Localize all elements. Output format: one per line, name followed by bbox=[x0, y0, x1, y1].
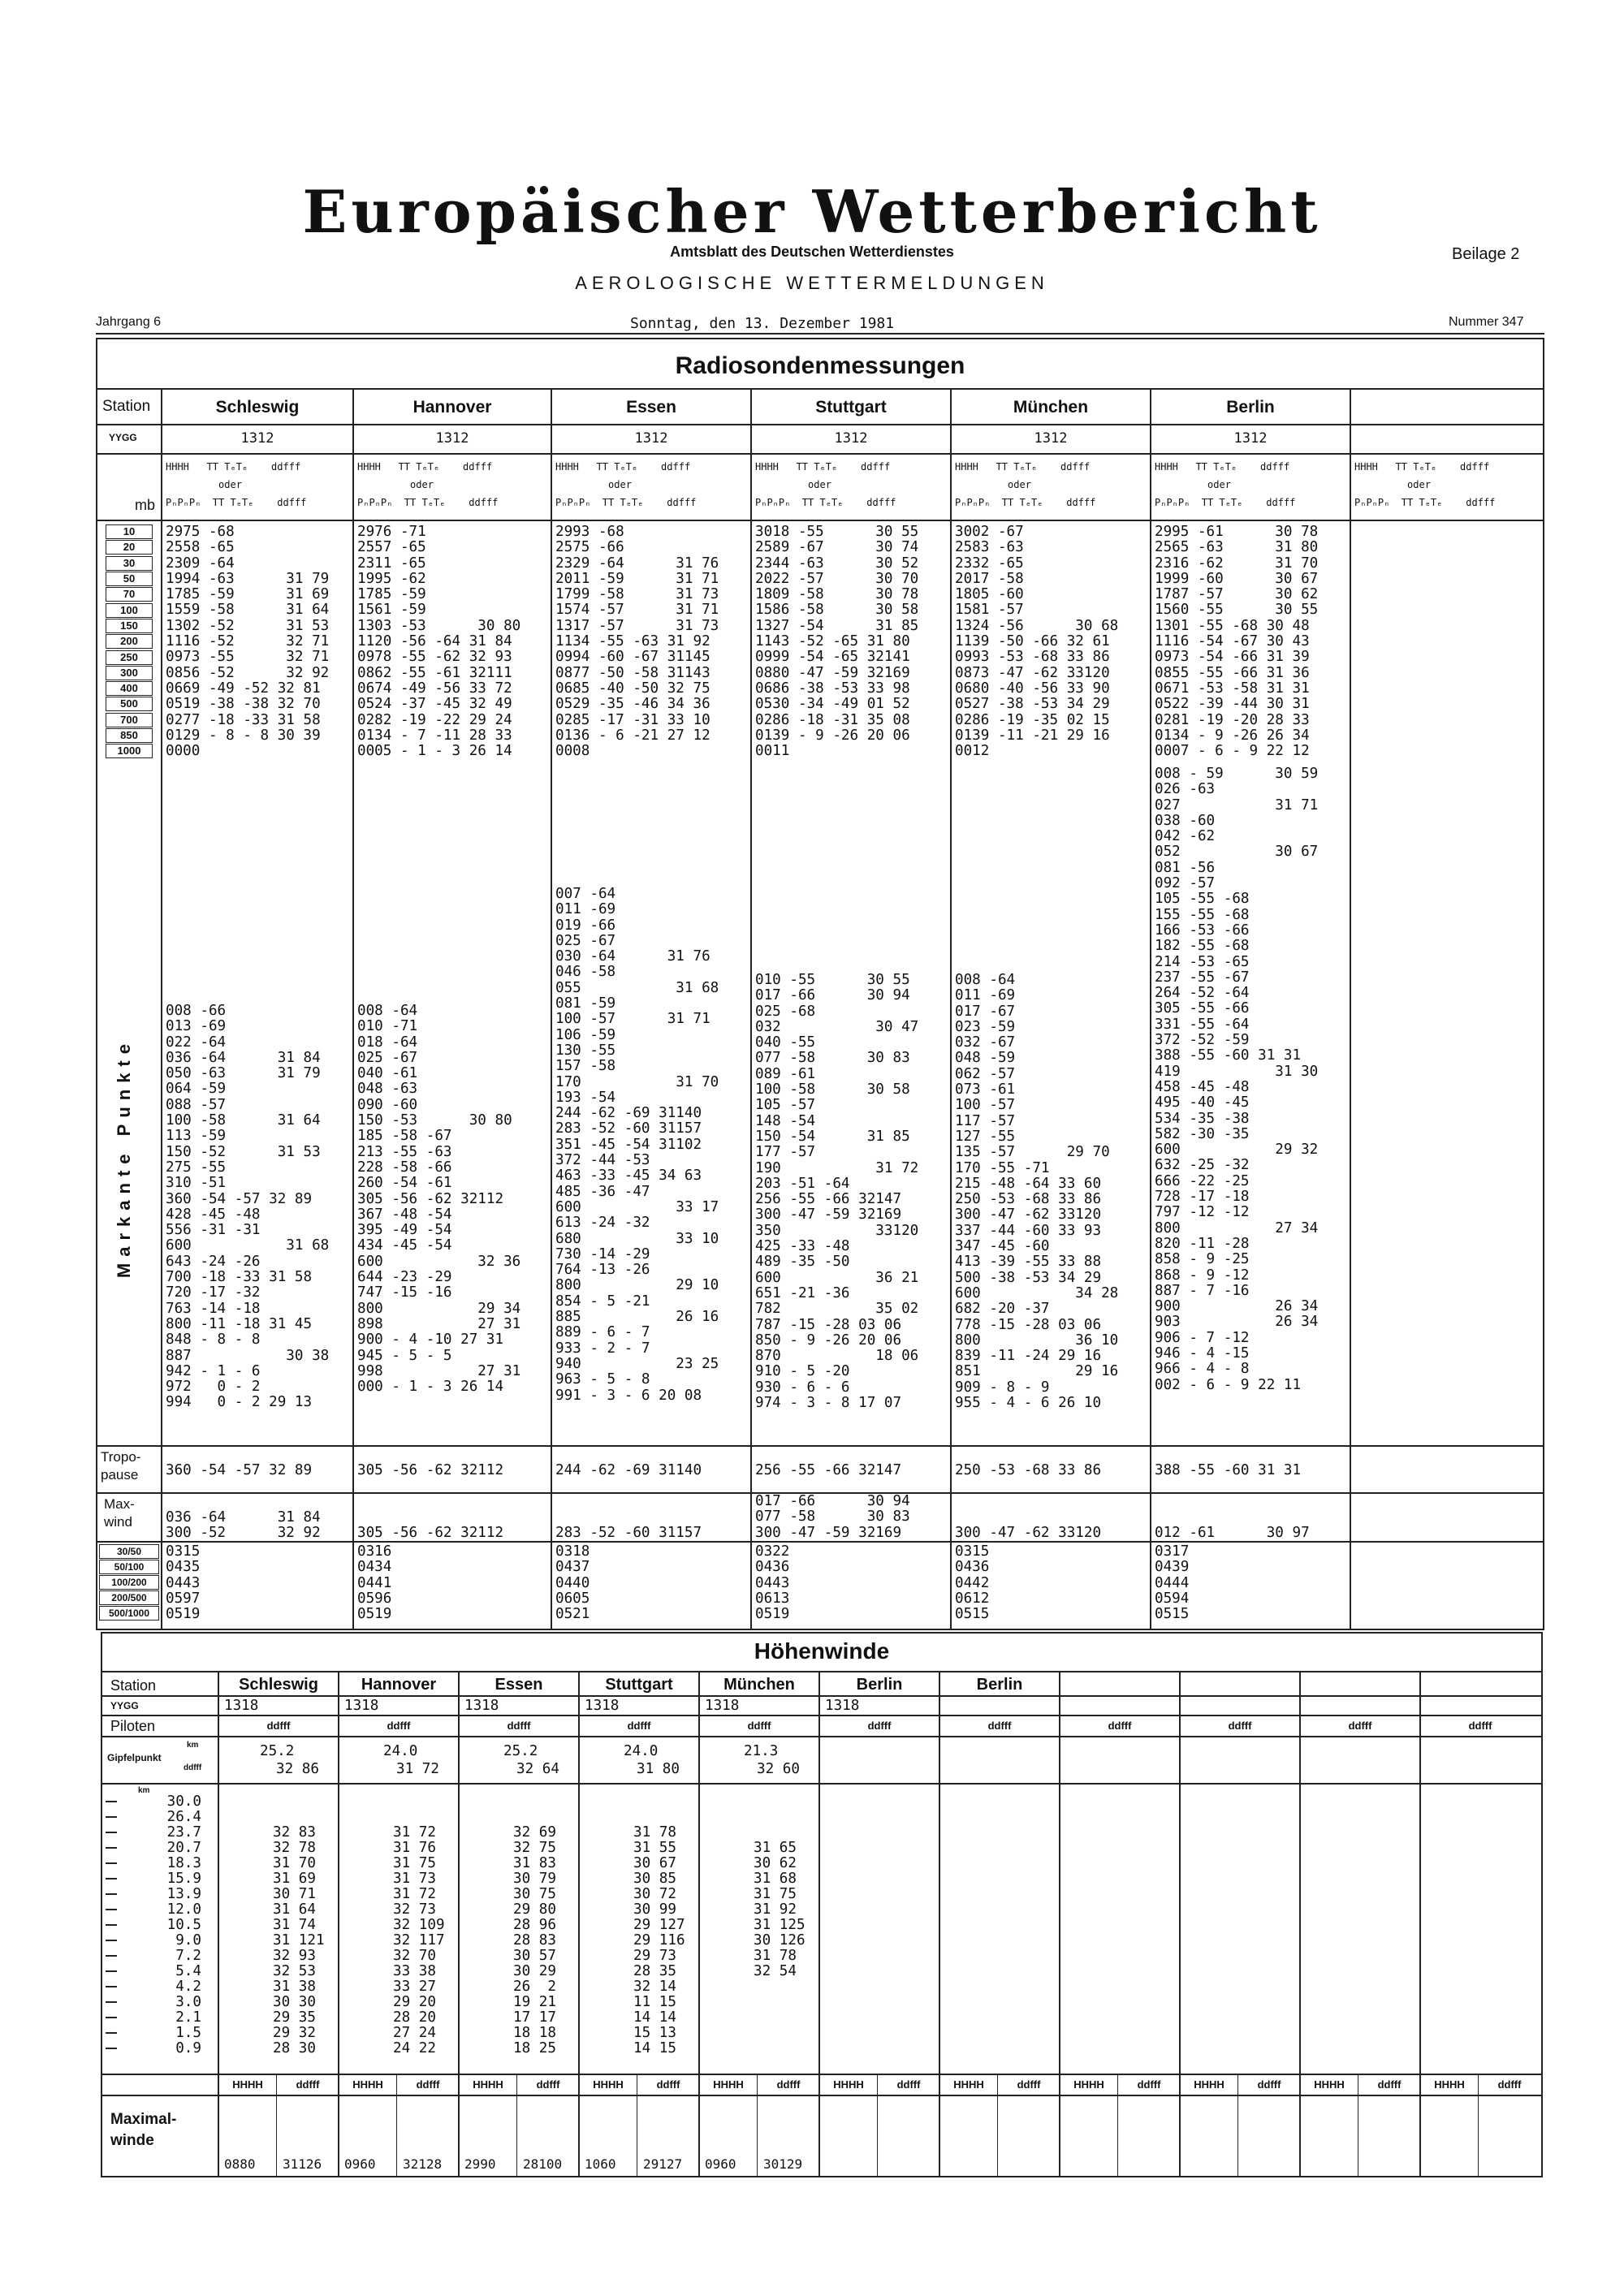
ddfff-header: ddfff bbox=[1108, 1720, 1132, 1732]
radiosonden-title: Radiosondenmessungen bbox=[675, 352, 965, 379]
tropopause-schleswig: 360 -54 -57 32 89 bbox=[166, 1462, 313, 1478]
ddfff-header: ddfff bbox=[987, 1720, 1012, 1732]
header-pn: PₙPₙPₙ TT TₑTₑ ddfff bbox=[555, 497, 697, 508]
column-header bbox=[955, 458, 1095, 511]
rule bbox=[102, 1736, 1541, 1737]
thickness-value: 0613 bbox=[755, 1590, 790, 1607]
maxwinde-hhhh: 0880 bbox=[224, 2156, 256, 2172]
hoehenwinde-table bbox=[101, 1632, 1543, 2177]
hw-station-berlin: Berlin bbox=[856, 1676, 903, 1694]
mandatory-levels-hannover: 2976 -71 2557 -65 2311 -65 1995 -62 1785 -59 1561 -59 1303 -53 30 80 1120 -56 -64 31 84 0978 -55 -62 32 93 0862 -55 -61 32111 0674 -49 -56 33 72 0524 -37 -45 32 49 0282 -19 -22 29 24 0134 - 7 -11 28 33 0005 - 1 - 3 26 14 bbox=[357, 524, 521, 760]
thickness-value: 0316 bbox=[357, 1543, 392, 1560]
height: 0.9 bbox=[175, 2040, 201, 2056]
radiosonden-table bbox=[96, 338, 1544, 1630]
thickness-value: 0442 bbox=[955, 1574, 990, 1591]
yygg-label: YYGG bbox=[109, 432, 137, 443]
thickness-value: 0519 bbox=[166, 1606, 201, 1623]
thickness-value: 0441 bbox=[357, 1574, 392, 1591]
mandatory-levels-muenchen: 3002 -67 2583 -63 2332 -65 2017 -58 1805 -60 1581 -57 1324 -56 30 68 1139 -50 -66 32 61 0993 -53 -68 33 86 0873 -47 -62 33120 0680 -40 -56 33 90 0527 -38 -53 34 29 0286 -19 -35 02 15 0139 -11 -21 29 16 0012 bbox=[955, 524, 1119, 760]
thickness-value: 0317 bbox=[1155, 1543, 1190, 1560]
rule bbox=[161, 388, 162, 1630]
hoehenwinde-title: Höhenwinde bbox=[754, 1638, 890, 1664]
rule bbox=[1478, 2074, 1479, 2177]
rule bbox=[1237, 2074, 1238, 2177]
thickness-value: 0440 bbox=[555, 1574, 590, 1591]
winds-muenchen: 31 65 30 62 31 68 31 75 31 92 31 125 30 126 31 78 32 54 bbox=[754, 1840, 806, 1979]
hhhh-header: HHHH bbox=[352, 2078, 383, 2091]
rule bbox=[757, 2074, 758, 2177]
station-stuttgart: Stuttgart bbox=[815, 398, 887, 416]
rule bbox=[950, 388, 952, 1630]
column-header bbox=[1155, 458, 1295, 511]
thickness-value: 0315 bbox=[166, 1543, 201, 1560]
gipfel-km: 24.0 bbox=[383, 1743, 418, 1759]
rule bbox=[877, 2074, 878, 2177]
thickness-value: 0612 bbox=[955, 1590, 990, 1607]
thickness-hannover bbox=[357, 1544, 391, 1622]
gipfel-km: 21.3 bbox=[744, 1743, 779, 1759]
ddfff-header: ddfff bbox=[656, 2078, 680, 2091]
tropopause-muenchen: 250 -53 -68 33 86 bbox=[955, 1462, 1102, 1478]
maxwinde-hhhh: 0960 bbox=[344, 2156, 376, 2172]
rule bbox=[396, 2074, 397, 2177]
maxwind-berlin: 012 -61 30 97 bbox=[1155, 1525, 1310, 1542]
yygg-value: 1312 bbox=[435, 430, 469, 447]
rule bbox=[698, 1671, 700, 2177]
ddfff-header: ddfff bbox=[867, 1720, 892, 1732]
maxwinde-ddfff: 30129 bbox=[763, 2156, 803, 2172]
height-tick bbox=[106, 1878, 117, 1880]
height: 10.5 bbox=[166, 1917, 201, 1933]
gipfel-ddfff: 32 60 bbox=[757, 1761, 800, 1777]
thickness-value: 0594 bbox=[1155, 1590, 1190, 1607]
height: 7.2 bbox=[175, 1948, 201, 1964]
markante-hannover: 008 -64 010 -71 018 -64 025 -67 040 -61 048 -63 090 -60 150 -53 30 80 185 -58 -67 213 -55 -63 228 -58 -66 260 -54 -61 305 -56 -62 32112 367 -48 -54 395 -49 -54 434 -45 -54 600 32 36 644 -23 -29 747 -15 -16 800 29 34 898 27 31 900 - 4 -10 27 31 945 - 5 - 5 998 27 31 000 - 1 - 3 26 14 bbox=[357, 1003, 521, 1396]
column-header bbox=[357, 458, 498, 511]
level-label: 300 bbox=[106, 666, 153, 680]
maxwinde-hhhh: 1060 bbox=[585, 2156, 616, 2172]
markante-stuttgart: 010 -55 30 55 017 -66 30 94 025 -68 032 30 47 040 -55 077 -58 30 83 089 -61 100 -58 30 58 105 -57 148 -54 150 -54 31 85 177 -57 190 31 72 203 -51 -64 256 -55 -66 32147 300 -47 -59 32169 350 33120 425 -33 -48 489 -35 -50 600 36 21 651 -21 -36 782 35 02 787 -15 -28 03 06 850 - 9 -26 20 06 870 18 06 910 - 5 -20 930 - 6 - 6 974 - 3 - 8 17 07 bbox=[755, 972, 919, 1412]
header-hhhh: HHHH TT TₑTₑ ddfff bbox=[955, 461, 1091, 473]
height: 13.9 bbox=[166, 1886, 201, 1902]
rule bbox=[102, 2074, 1541, 2075]
level-label: 1000 bbox=[106, 744, 153, 758]
rule bbox=[218, 1671, 219, 2177]
level-label: 20 bbox=[106, 540, 153, 555]
gipfel-km-label: km bbox=[187, 1741, 199, 1750]
maximalwinde-label: Maximal- winde bbox=[110, 2111, 177, 2149]
height-values bbox=[153, 1794, 201, 2056]
beilage-label: Beilage 2 bbox=[1452, 245, 1520, 263]
height: 23.7 bbox=[166, 1824, 201, 1841]
mandatory-levels-stuttgart: 3018 -55 30 55 2589 -67 30 74 2344 -63 30 52 2022 -57 30 70 1809 -58 30 78 1586 -58 30 58 1327 -54 31 85 1143 -52 -65 31 80 0999 -54 -65 32141 0880 -47 -59 32169 0686 -38 -53 33 98 0530 -34 -49 01 52 0286 -18 -31 35 08 0139 - 9 -26 20 06 0011 bbox=[755, 524, 919, 760]
height: 2.1 bbox=[175, 2009, 201, 2026]
header-oder: oder bbox=[166, 479, 242, 490]
rule bbox=[338, 1671, 339, 2177]
thickness-value: 0435 bbox=[166, 1559, 201, 1576]
station-label: Station bbox=[102, 398, 151, 415]
height: 15.9 bbox=[166, 1871, 201, 1887]
hw-station-muenchen: München bbox=[723, 1676, 795, 1694]
header-oder: oder bbox=[555, 479, 632, 490]
rule bbox=[102, 1695, 1541, 1697]
height-tick bbox=[106, 1955, 117, 1957]
height-tick bbox=[106, 1909, 117, 1910]
thickness-value: 0437 bbox=[555, 1559, 590, 1576]
height-tick bbox=[106, 1986, 117, 1987]
level-label: 200 bbox=[106, 634, 153, 649]
rule bbox=[97, 520, 1543, 521]
yygg-label: YYGG bbox=[110, 1700, 139, 1711]
rule bbox=[1299, 1671, 1301, 2177]
maxwinde-hhhh: 2990 bbox=[464, 2156, 496, 2172]
tropopause-hannover: 305 -56 -62 32112 bbox=[357, 1462, 504, 1478]
height-tick bbox=[106, 2032, 117, 2034]
height-tick bbox=[106, 1832, 117, 1833]
hhhh-header: HHHH bbox=[713, 2078, 744, 2091]
winds-stuttgart: 31 78 31 55 30 67 30 85 30 72 30 99 29 127 29 116 29 73 28 35 32 14 11 15 14 14 15 13 14 15 bbox=[633, 1824, 685, 2056]
height-tick bbox=[106, 1816, 117, 1818]
thickness-muenchen bbox=[955, 1544, 989, 1622]
rule bbox=[750, 388, 752, 1630]
yygg-value: 1312 bbox=[634, 430, 668, 447]
maxwind-muenchen: 300 -47 -62 33120 bbox=[955, 1525, 1102, 1542]
height-tick bbox=[106, 1924, 117, 1926]
ddfff-header: ddfff bbox=[1468, 1720, 1492, 1732]
rule bbox=[1150, 388, 1151, 1630]
level-label: 70 bbox=[106, 587, 153, 602]
hhhh-header: HHHH bbox=[1434, 2078, 1465, 2091]
hw-yygg: 1318 bbox=[585, 1698, 620, 1714]
ddfff-header: ddfff bbox=[1228, 1720, 1252, 1732]
maxwind-label: Max- wind bbox=[104, 1496, 135, 1530]
height-tick bbox=[106, 2048, 117, 2049]
station-essen: Essen bbox=[626, 398, 676, 416]
markante-label: Markante Punkte bbox=[114, 1038, 134, 1279]
hhhh-header: HHHH bbox=[953, 2078, 984, 2091]
height-tick bbox=[106, 2017, 117, 2018]
ddfff-header: ddfff bbox=[1348, 1720, 1372, 1732]
yygg-value: 1312 bbox=[1034, 430, 1068, 447]
hhhh-header: HHHH bbox=[833, 2078, 864, 2091]
column-header bbox=[166, 458, 306, 511]
level-label: 850 bbox=[106, 728, 153, 743]
rule bbox=[276, 2074, 277, 2177]
maxwinde-ddfff: 29127 bbox=[643, 2156, 683, 2172]
hw-yygg: 1318 bbox=[344, 1698, 379, 1714]
gipfel-km: 24.0 bbox=[624, 1743, 659, 1759]
thickness-schleswig bbox=[166, 1544, 200, 1622]
rule bbox=[1117, 2074, 1118, 2177]
station-muenchen: München bbox=[1013, 398, 1089, 416]
yygg-value: 1312 bbox=[1233, 430, 1268, 447]
header-pn: PₙPₙPₙ TT TₑTₑ ddfff bbox=[357, 497, 499, 508]
thickness-value: 0444 bbox=[1155, 1574, 1190, 1591]
level-label: 400 bbox=[106, 681, 153, 696]
station-hannover: Hannover bbox=[412, 398, 492, 416]
height: 30.0 bbox=[166, 1793, 201, 1810]
gipfelpunkt-label: Gipfelpunkt bbox=[107, 1752, 162, 1763]
height-tick bbox=[106, 1862, 117, 1864]
header-oder: oder bbox=[357, 479, 434, 490]
hw-station-essen: Essen bbox=[495, 1676, 543, 1694]
hw-yygg: 1318 bbox=[224, 1698, 259, 1714]
column-header bbox=[555, 458, 696, 511]
ddfff-header: ddfff bbox=[896, 2078, 921, 2091]
rule bbox=[551, 388, 552, 1630]
header-pn: PₙPₙPₙ TT TₑTₑ ddfff bbox=[755, 497, 896, 508]
rule bbox=[1059, 1671, 1060, 2177]
mb-label: mb bbox=[135, 497, 156, 513]
rule bbox=[1350, 388, 1351, 1630]
tropopause-berlin: 388 -55 -60 31 31 bbox=[1155, 1462, 1302, 1478]
ddfff-header: ddfff bbox=[536, 2078, 560, 2091]
rule bbox=[1419, 1671, 1421, 2177]
rule bbox=[939, 1671, 940, 2177]
thickness-value: 0515 bbox=[1155, 1606, 1190, 1623]
height-tick bbox=[106, 1970, 117, 1972]
ddfff-header: ddfff bbox=[747, 1720, 771, 1732]
header-hhhh: HHHH TT TₑTₑ ddfff bbox=[1354, 461, 1490, 473]
km-label: km bbox=[138, 1786, 150, 1795]
rule bbox=[818, 1671, 820, 2177]
thickness-stuttgart bbox=[755, 1544, 789, 1622]
header-oder: oder bbox=[955, 479, 1031, 490]
piloten-label: Piloten bbox=[110, 1718, 156, 1734]
thickness-value: 0605 bbox=[555, 1590, 590, 1607]
gipfel-ddfff: 32 64 bbox=[516, 1761, 559, 1777]
hw-station-stuttgart: Stuttgart bbox=[605, 1676, 673, 1694]
rule bbox=[997, 2074, 998, 2177]
ddfff-header: ddfff bbox=[296, 2078, 320, 2091]
maxwinde-hhhh: 0960 bbox=[705, 2156, 736, 2172]
height: 1.5 bbox=[175, 2025, 201, 2041]
header-pn: PₙPₙPₙ TT TₑTₑ ddfff bbox=[955, 497, 1096, 508]
thickness-value: 0436 bbox=[955, 1559, 990, 1576]
ddfff-header: ddfff bbox=[1137, 2078, 1161, 2091]
rule bbox=[516, 2074, 517, 2177]
rule bbox=[102, 1715, 1541, 1716]
header-hhhh: HHHH TT TₑTₑ ddfff bbox=[166, 461, 301, 473]
thickness-value: 0315 bbox=[955, 1543, 990, 1560]
winds-schleswig: 32 83 32 78 31 70 31 69 30 71 31 64 31 74 31 121 32 93 32 53 31 38 30 30 29 35 29 32 28 30 bbox=[273, 1824, 325, 2056]
height-tick bbox=[106, 1893, 117, 1895]
ddfff-header: ddfff bbox=[1497, 2078, 1522, 2091]
hhhh-header: HHHH bbox=[1194, 2078, 1224, 2091]
thickness-label: 500/1000 bbox=[99, 1606, 159, 1621]
mandatory-levels-schleswig: 2975 -68 2558 -65 2309 -64 1994 -63 31 79 1785 -59 31 69 1559 -58 31 64 1302 -52 31 53 1116 -52 32 71 0973 -55 32 71 0856 -52 32 92 0669 -49 -52 32 81 0519 -38 -38 32 70 0277 -18 -33 31 58 0129 - 8 - 8 30 39 0000 bbox=[166, 524, 330, 760]
hhhh-header: HHHH bbox=[473, 2078, 503, 2091]
header-pn: PₙPₙPₙ TT TₑTₑ ddfff bbox=[1354, 497, 1496, 508]
hw-yygg: 1318 bbox=[464, 1698, 499, 1714]
tropopause-essen: 244 -62 -69 31140 bbox=[555, 1462, 702, 1478]
hw-yygg: 1318 bbox=[705, 1698, 740, 1714]
thickness-label: 200/500 bbox=[99, 1590, 159, 1605]
markante-essen: 007 -64 011 -69 019 -66 025 -67 030 -64 31 76 046 -58 055 31 68 081 -59 100 -57 31 71 106 -59 130 -55 157 -58 170 31 70 193 -54 244 -62 -69 31140 283 -52 -60 31157 351 -45 -54 31102 372 -44 -53 463 -33 -45 34 63 485 -36 -47 600 33 17 613 -24 -32 680 33 10 730 -14 -29 764 -13 -26 800 29 10 854 - 5 -21 885 26 16 889 - 6 - 7 933 - 2 - 7 940 23 25 963 - 5 - 8 991 - 3 - 6 20 08 bbox=[555, 886, 719, 1404]
station-berlin: Berlin bbox=[1226, 398, 1275, 416]
thickness-value: 0521 bbox=[555, 1606, 590, 1623]
height: 3.0 bbox=[175, 1994, 201, 2010]
hhhh-header: HHHH bbox=[1314, 2078, 1345, 2091]
rule bbox=[578, 1671, 580, 2177]
gipfel-ddfff: 31 72 bbox=[396, 1761, 439, 1777]
thickness-value: 0322 bbox=[755, 1543, 790, 1560]
maxwind-essen: 283 -52 -60 31157 bbox=[555, 1525, 702, 1542]
header-hhhh: HHHH TT TₑTₑ ddfff bbox=[1155, 461, 1290, 473]
mandatory-levels-berlin: 2995 -61 30 78 2565 -63 31 80 2316 -62 31 70 1999 -60 30 67 1787 -57 30 62 1560 -55 30 55 1301 -55 -68 30 48 1116 -54 -67 30 43 0973 -54 -66 31 39 0855 -55 -66 31 36 0671 -53 -58 31 31 0522 -39 -44 30 31 0281 -19 -20 28 33 0134 - 9 -26 26 34 0007 - 6 - 9 22 12 bbox=[1155, 524, 1319, 760]
rule bbox=[102, 1783, 1541, 1785]
thickness-value: 0596 bbox=[357, 1590, 392, 1607]
rule bbox=[97, 453, 1543, 455]
thickness-value: 0443 bbox=[166, 1574, 201, 1591]
rule bbox=[1179, 1671, 1181, 2177]
maxwinde-ddfff: 32128 bbox=[403, 2156, 443, 2172]
thickness-label: 50/100 bbox=[99, 1560, 159, 1574]
level-label: 30 bbox=[106, 556, 153, 571]
hw-yygg: 1318 bbox=[825, 1698, 860, 1714]
thickness-label: 100/200 bbox=[99, 1575, 159, 1590]
mandatory-levels-essen: 2993 -68 2575 -66 2329 -64 31 76 2011 -59 31 71 1799 -58 31 73 1574 -57 31 71 1317 -57 31 73 1134 -55 -63 31 92 0994 -60 -67 31145 0877 -50 -58 31143 0685 -40 -50 32 75 0529 -35 -46 34 36 0285 -17 -31 33 10 0136 - 6 -21 27 12 0008 bbox=[555, 524, 719, 760]
hw-station-berlin-2: Berlin bbox=[976, 1676, 1023, 1694]
markante-berlin: 008 - 59 30 59 026 -63 027 31 71 038 -60 042 -62 052 30 67 081 -56 092 -57 105 -55 -68 155 -55 -68 166 -53 -66 182 -55 -68 214 -53 -65 237 -55 -67 264 -52 -64 305 -55 -66 331 -55 -64 372 -52 -59 388 -55 -60 31 31 419 31 30 458 -45 -48 495 -40 -45 534 -35 -38 582 -30 -35 600 29 32 632 -25 -32 666 -22 -25 728 -17 -18 797 -12 -12 800 27 34 820 -11 -28 858 - 9 -25 868 - 9 -12 887 - 7 -16 900 26 34 903 26 34 906 - 7 -12 946 - 4 -15 966 - 4 - 8 002 - 6 - 9 22 11 bbox=[1155, 766, 1319, 1393]
station-label: Station bbox=[110, 1677, 157, 1694]
level-label: 700 bbox=[106, 713, 153, 727]
height: 12.0 bbox=[166, 1901, 201, 1918]
maxwind-hannover: 305 -56 -62 32112 bbox=[357, 1525, 504, 1542]
thickness-essen bbox=[555, 1544, 590, 1622]
header-oder: oder bbox=[1155, 479, 1231, 490]
thickness-berlin bbox=[1155, 1544, 1189, 1622]
hhhh-header: HHHH bbox=[593, 2078, 624, 2091]
section-title: AEROLOGISCHE WETTERMELDUNGEN bbox=[575, 273, 1049, 293]
gipfel-ddfff: 31 80 bbox=[637, 1761, 680, 1777]
rule bbox=[97, 424, 1543, 425]
maxwind-schleswig: 036 -64 31 84 300 -52 32 92 bbox=[166, 1509, 321, 1542]
rule bbox=[102, 1671, 1541, 1672]
height-tick bbox=[106, 1801, 117, 1802]
rule bbox=[102, 2095, 1541, 2096]
ddfff-header: ddfff bbox=[627, 1720, 651, 1732]
tropopause-label: Tropo- pause bbox=[101, 1449, 141, 1482]
height: 9.0 bbox=[175, 1932, 201, 1949]
height-tick bbox=[106, 1847, 117, 1849]
height: 18.3 bbox=[166, 1855, 201, 1871]
header-rule bbox=[96, 333, 1544, 334]
header-hhhh: HHHH TT TₑTₑ ddfff bbox=[357, 461, 493, 473]
gipfel-km: 25.2 bbox=[260, 1743, 295, 1759]
thickness-label: 30/50 bbox=[99, 1544, 159, 1559]
level-label: 10 bbox=[106, 524, 153, 539]
subtitle: Amtsblatt des Deutschen Wetterdienstes bbox=[670, 244, 954, 260]
rule bbox=[458, 1671, 460, 2177]
gipfel-km: 25.2 bbox=[503, 1743, 538, 1759]
thickness-value: 0439 bbox=[1155, 1559, 1190, 1576]
ddfff-header: ddfff bbox=[507, 1720, 531, 1732]
rule bbox=[97, 388, 1543, 390]
thickness-value: 0443 bbox=[755, 1574, 790, 1591]
rule bbox=[97, 1445, 1543, 1447]
thickness-value: 0434 bbox=[357, 1559, 392, 1576]
maxwind-stuttgart: 017 -66 30 94 077 -58 30 83 300 -47 -59 32169 bbox=[755, 1493, 910, 1541]
header-hhhh: HHHH TT TₑTₑ ddfff bbox=[555, 461, 691, 473]
level-label: 150 bbox=[106, 619, 153, 633]
height: 5.4 bbox=[175, 1963, 201, 1979]
page-title: Europäischer Wetterbericht bbox=[302, 177, 1322, 246]
height: 20.7 bbox=[166, 1840, 201, 1856]
level-label: 250 bbox=[106, 650, 153, 665]
thickness-value: 0519 bbox=[755, 1606, 790, 1623]
maxwinde-ddfff: 31126 bbox=[283, 2156, 322, 2172]
ddfff-header: ddfff bbox=[416, 2078, 440, 2091]
level-label: 100 bbox=[106, 603, 153, 618]
markante-schleswig: 008 -66 013 -69 022 -64 036 -64 31 84 050 -63 31 79 064 -59 088 -57 100 -58 31 64 113 -59 150 -52 31 53 275 -55 310 -51 360 -54 -57 32 89 428 -45 -48 556 -31 -31 600 31 68 643 -24 -26 700 -18 -33 31 58 720 -17 -32 763 -14 -18 800 -11 -18 31 45 848 - 8 - 8 887 30 38 942 - 1 - 6 972 0 - 2 994 0 - 2 29 13 bbox=[166, 1003, 330, 1411]
thickness-value: 0515 bbox=[955, 1606, 990, 1623]
level-label: 500 bbox=[106, 697, 153, 711]
ddfff-header: ddfff bbox=[1257, 2078, 1281, 2091]
hhhh-header: HHHH bbox=[232, 2078, 263, 2091]
header-hhhh: HHHH TT TₑTₑ ddfff bbox=[755, 461, 891, 473]
header-pn: PₙPₙPₙ TT TₑTₑ ddfff bbox=[166, 497, 307, 508]
maxwinde-ddfff: 28100 bbox=[523, 2156, 563, 2172]
markante-muenchen: 008 -64 011 -69 017 -67 023 -59 032 -67 048 -59 062 -57 073 -61 100 -57 117 -57 127 -55 135 -57 29 70 170 -55 -71 215 -48 -64 33 60 250 -53 -68 33 86 300 -47 -62 33120 337 -44 -60 33 93 347 -45 -60 413 -39 -55 33 88 500 -38 -53 34 29 600 34 28 682 -20 -37 778 -15 -28 03 06 800 36 10 839 -11 -24 29 16 851 29 16 909 - 8 - 9 955 - 4 - 6 26 10 bbox=[955, 972, 1119, 1412]
hw-station-schleswig: Schleswig bbox=[239, 1676, 318, 1694]
thickness-value: 0436 bbox=[755, 1559, 790, 1576]
hw-station-hannover: Hannover bbox=[361, 1676, 437, 1694]
tropopause-stuttgart: 256 -55 -66 32147 bbox=[755, 1462, 902, 1478]
ddfff-header: ddfff bbox=[1017, 2078, 1041, 2091]
nummer-label: Nummer 347 bbox=[1449, 315, 1524, 329]
ddfff-header: ddfff bbox=[776, 2078, 801, 2091]
jahrgang-label: Jahrgang 6 bbox=[96, 315, 162, 329]
level-label: 50 bbox=[106, 572, 153, 586]
station-schleswig: Schleswig bbox=[215, 398, 300, 416]
hhhh-header: HHHH bbox=[1073, 2078, 1104, 2091]
thickness-value: 0597 bbox=[166, 1590, 201, 1607]
height-tick bbox=[106, 1940, 117, 1941]
height: 26.4 bbox=[166, 1809, 201, 1825]
height-tick bbox=[106, 2001, 117, 2003]
header-oder: oder bbox=[755, 479, 831, 490]
gipfel-ddfff: 32 86 bbox=[276, 1761, 319, 1777]
winds-hannover: 31 72 31 76 31 75 31 73 31 72 32 73 32 109 32 117 32 70 33 38 33 27 29 20 28 20 27 24 24 22 bbox=[393, 1824, 445, 2056]
gipfel-ddfff-label: ddfff bbox=[184, 1763, 202, 1772]
rule bbox=[352, 388, 354, 1630]
column-header bbox=[755, 458, 896, 511]
date-label: Sonntag, den 13. Dezember 1981 bbox=[630, 315, 895, 332]
height: 4.2 bbox=[175, 1979, 201, 1995]
header-pn: PₙPₙPₙ TT TₑTₑ ddfff bbox=[1155, 497, 1296, 508]
winds-essen: 32 69 32 75 31 83 30 79 30 75 29 80 28 96 28 83 30 57 30 29 26 2 19 21 17 17 18 18 18 25 bbox=[513, 1824, 556, 2056]
column-header bbox=[1354, 458, 1495, 511]
yygg-value: 1312 bbox=[834, 430, 868, 447]
ddfff-header: ddfff bbox=[266, 1720, 291, 1732]
thickness-value: 0519 bbox=[357, 1606, 392, 1623]
ddfff-header: ddfff bbox=[387, 1720, 411, 1732]
ddfff-header: ddfff bbox=[1377, 2078, 1402, 2091]
yygg-value: 1312 bbox=[240, 430, 274, 447]
header-oder: oder bbox=[1354, 479, 1431, 490]
thickness-value: 0318 bbox=[555, 1543, 590, 1560]
